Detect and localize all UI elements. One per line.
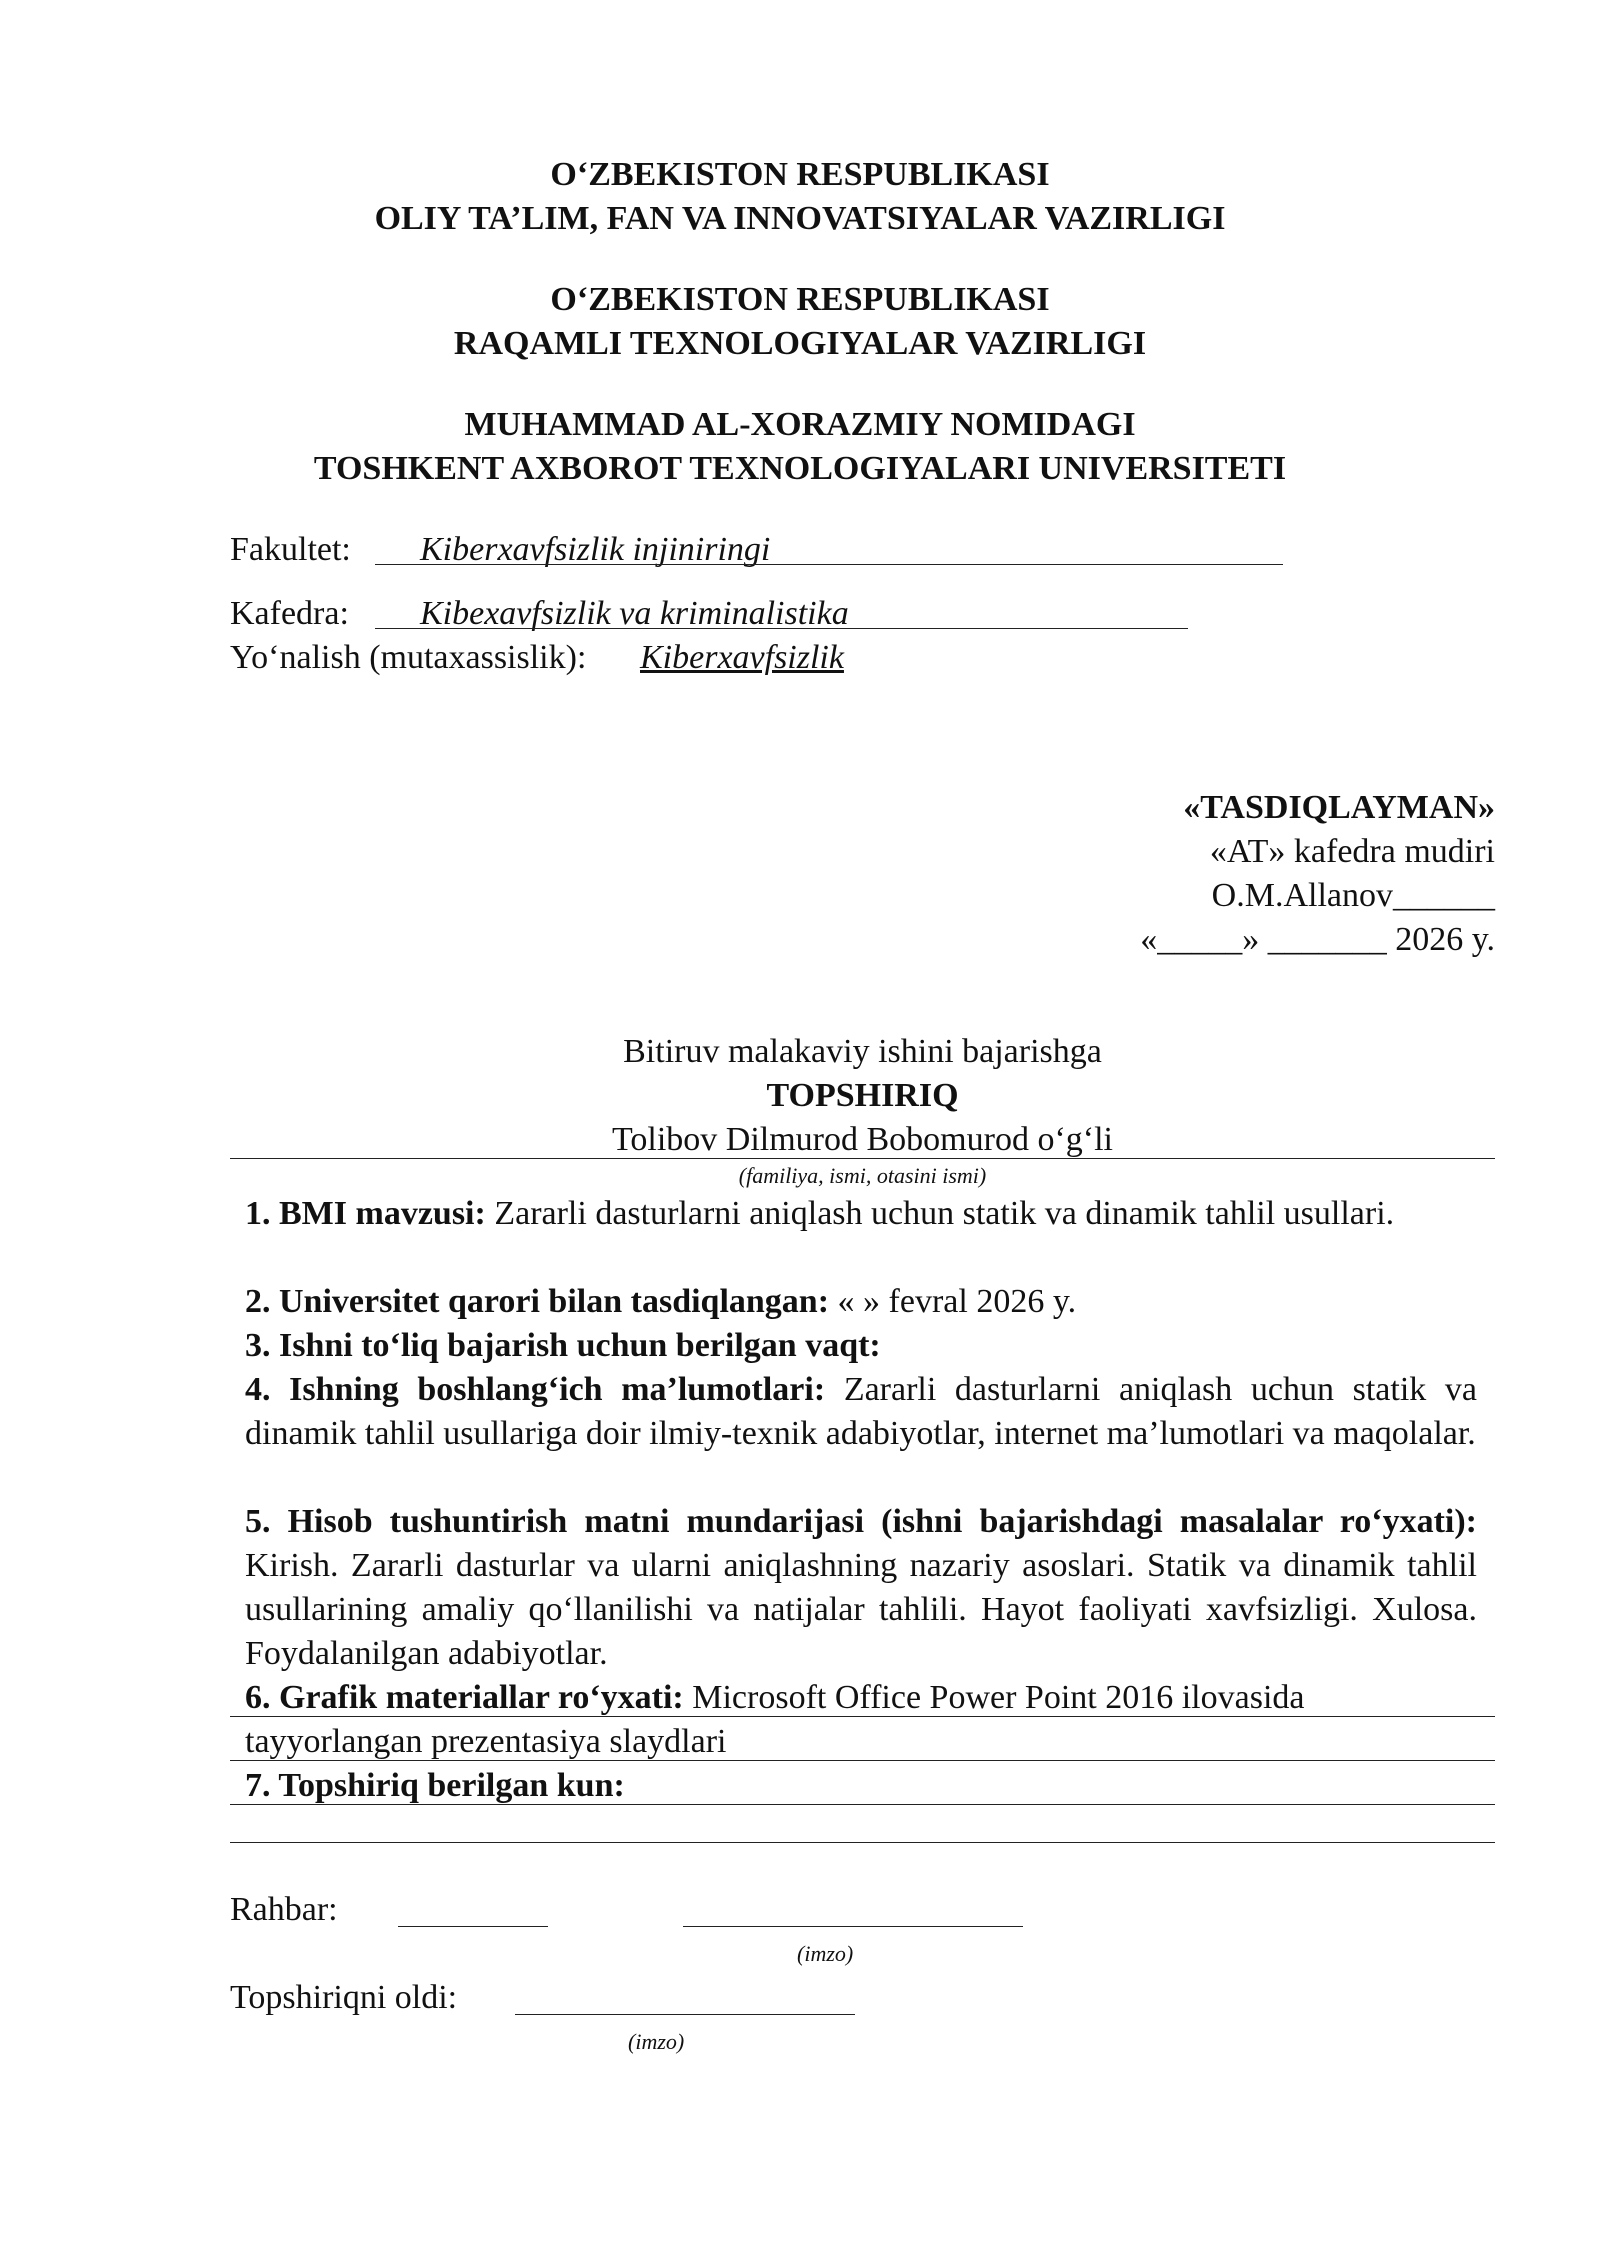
department-value: Kibexavfsizlik va kriminalistika (420, 595, 849, 632)
ministry2-line2: RAQAMLI TEXNOLOGIYALAR VAZIRLIGI (453, 325, 1147, 362)
assignment-intro: Bitiruv malakaviy ishini bajarishga (623, 1033, 1102, 1070)
item6-rule2 (230, 1760, 1495, 1761)
item4-label: 4. Ishning boshlang‘ich ma’lumotlari: (245, 1371, 826, 1408)
item6-text2: tayyorlangan prezentasiya slaydlari (245, 1723, 727, 1760)
major-value: Kiberxavfsizlik (640, 639, 844, 676)
major-label: Yo‘nalish (mutaxassislik): (230, 639, 587, 676)
item7-label: 7. Topshiriq berilgan kun: (245, 1767, 625, 1804)
item5-text: Kirish. Zararli dasturlar va ularni aniqlashning nazariy asoslari. Statik va dinamik tahlil usullarining amaliy qo‘llanilishi va natijalar tahlili. Hayot faoliyati xavfsizligi. Xulosa. Foydalanilgan adabiyotlar. (245, 1547, 1477, 1672)
item6-label: 6. Grafik materiallar ro‘yxati: (245, 1679, 684, 1716)
department-underline (375, 628, 1188, 629)
receiver-label: Topshiriqni oldi: (230, 1979, 458, 2016)
student-name: Tolibov Dilmurod Bobomurod o‘g‘li (612, 1121, 1113, 1158)
item5-label: 5. Hisob tushuntirish matni mundarijasi (ishni bajarishdagi masalalar ro‘yxati): (245, 1503, 1477, 1540)
ministry2-line1: O‘ZBEKISTON RESPUBLIKASI (550, 281, 1050, 318)
university-line2: TOSHKENT AXBOROT TEXNOLOGIYALARI UNIVERSITETI (313, 450, 1287, 487)
item1-text: Zararli dasturlarni aniqlash uchun statik va dinamik tahlil usullari. (494, 1195, 1395, 1232)
item2-text: « » fevral 2026 y. (837, 1283, 1077, 1320)
receiver-signature-line (515, 2014, 855, 2015)
ministry1-line2: OLIY TA’LIM, FAN VA INNOVATSIYALAR VAZIRLIGI (374, 200, 1226, 237)
approval-title: «TASDIQLAYMAN» (1183, 789, 1495, 826)
assignment-title: TOPSHIRIQ (766, 1077, 959, 1114)
supervisor-line-short (398, 1926, 548, 1927)
university-line1: MUHAMMAD AL-XORAZMIY NOMIDAGI (464, 406, 1136, 443)
student-name-underline (230, 1158, 1495, 1159)
faculty-value: Kiberxavfsizlik injiniringi (420, 531, 771, 568)
item6-rule1 (230, 1716, 1495, 1717)
item1-label: 1. BMI mavzusi: (245, 1195, 486, 1232)
item3-label: 3. Ishni to‘liq bajarish uchun berilgan vaqt: (245, 1327, 881, 1364)
item6-line1 (245, 1676, 1304, 1720)
item6-text1: Microsoft Office Power Point 2016 ilovasida (692, 1679, 1305, 1716)
approval-date: «_____» _______ 2026 y. (1140, 921, 1495, 958)
supervisor-signature-line (683, 1926, 1023, 1927)
item2-label: 2. Universitet qarori bilan tasdiqlangan: (245, 1283, 830, 1320)
item4-paragraph (245, 1368, 1477, 1456)
item7-rule1 (230, 1804, 1495, 1805)
item7-rule2 (230, 1842, 1495, 1843)
item4-text: Zararli dasturlarni aniqlash uchun statik va dinamik tahlil usullariga doir ilmiy-texnik adabiyotlar, internet ma’lumotlari va maqolalar. (245, 1371, 1478, 1452)
department-label: Kafedra: (230, 595, 349, 632)
item5-paragraph (245, 1500, 1477, 1676)
item1-paragraph (245, 1192, 1477, 1236)
faculty-underline (375, 564, 1283, 565)
student-caption: (familiya, ismi, otasini ismi) (738, 1163, 987, 1188)
ministry1-line1: O‘ZBEKISTON RESPUBLIKASI (550, 156, 1050, 193)
approval-name: O.M.Allanov______ (1211, 877, 1495, 914)
receiver-caption: (imzo) (628, 2029, 685, 2054)
item2-line (245, 1280, 1076, 1324)
approval-role: «AT» kafedra mudiri (1209, 833, 1495, 870)
supervisor-label: Rahbar: (230, 1891, 338, 1928)
supervisor-caption: (imzo) (797, 1941, 854, 1966)
faculty-label: Fakultet: (230, 531, 351, 568)
